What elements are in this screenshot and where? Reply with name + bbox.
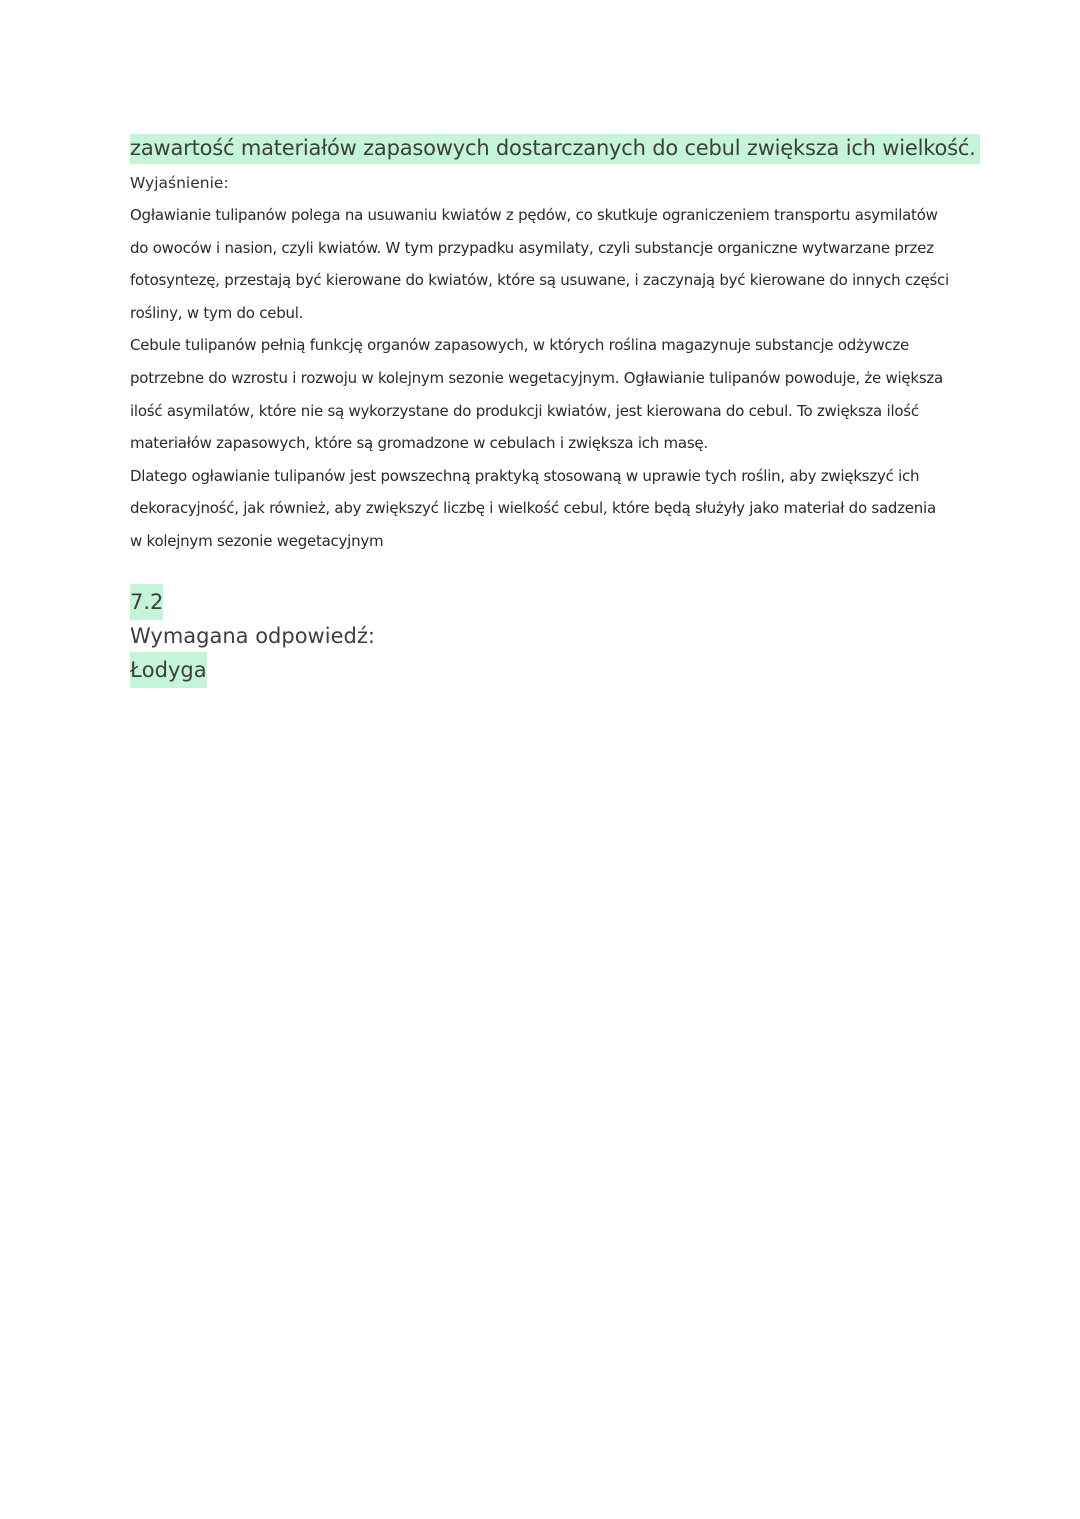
required-answer-line (130, 652, 950, 688)
answer-sentence-line (130, 131, 976, 165)
answer-sentence: zawartość materiałów zapasowych dostarczanych do cebul zwiększa ich wielkość. (130, 134, 980, 164)
explanation-paragraph: Cebule tulipanów pełnią funkcję organów zapasowych, w których roślina magazynuje substancje odżywcze potrzebne do wzrostu i rozwoju w kolejnym sezonie wegetacyjnym. Ogławianie tulipanów powoduje, że większa ilość asymilatów, które nie są wykorzystane do produkcji kwiatów, jest kierowana do cebul. To zwiększa ilość materiałów zapasowych, które są gromadzone w cebulach i zwiększa ich masę. (130, 336, 943, 453)
explanation-paragraph: Dlatego ogławianie tulipanów jest powszechną praktyką stosowaną w uprawie tych roślin, aby zwiększyć ich dekoracyjność, jak również, aby zwiększyć liczbę i wielkość cebul, które będą służyły jako materiał do sadzenia w kolejnym sezonie wegetacyjnym (130, 466, 936, 550)
explanation-paragraph: Ogławianie tulipanów polega na usuwaniu kwiatów z pędów, co skutkuje ograniczeniem transportu asymilatów do owoców i nasion, czyli kwiatów. W tym przypadku asymilaty, czyli substancje organiczne wytwarzane przez fotosyntezę, przestają być kierowane do kwiatów, które są usuwane, i zaczynają być kierowane do innych części rośliny, w tym do cebul. (130, 206, 949, 322)
required-answer: Łodyga (130, 652, 207, 688)
page-content (130, 131, 976, 688)
explanation-body (130, 199, 950, 558)
section-number: 7.2 (130, 584, 163, 620)
section-number-line (130, 584, 950, 620)
required-answer-label: Wymagana odpowiedź: (130, 623, 375, 648)
section-7-2 (130, 584, 950, 688)
explanation-label: Wyjaśnienie: (130, 174, 229, 192)
